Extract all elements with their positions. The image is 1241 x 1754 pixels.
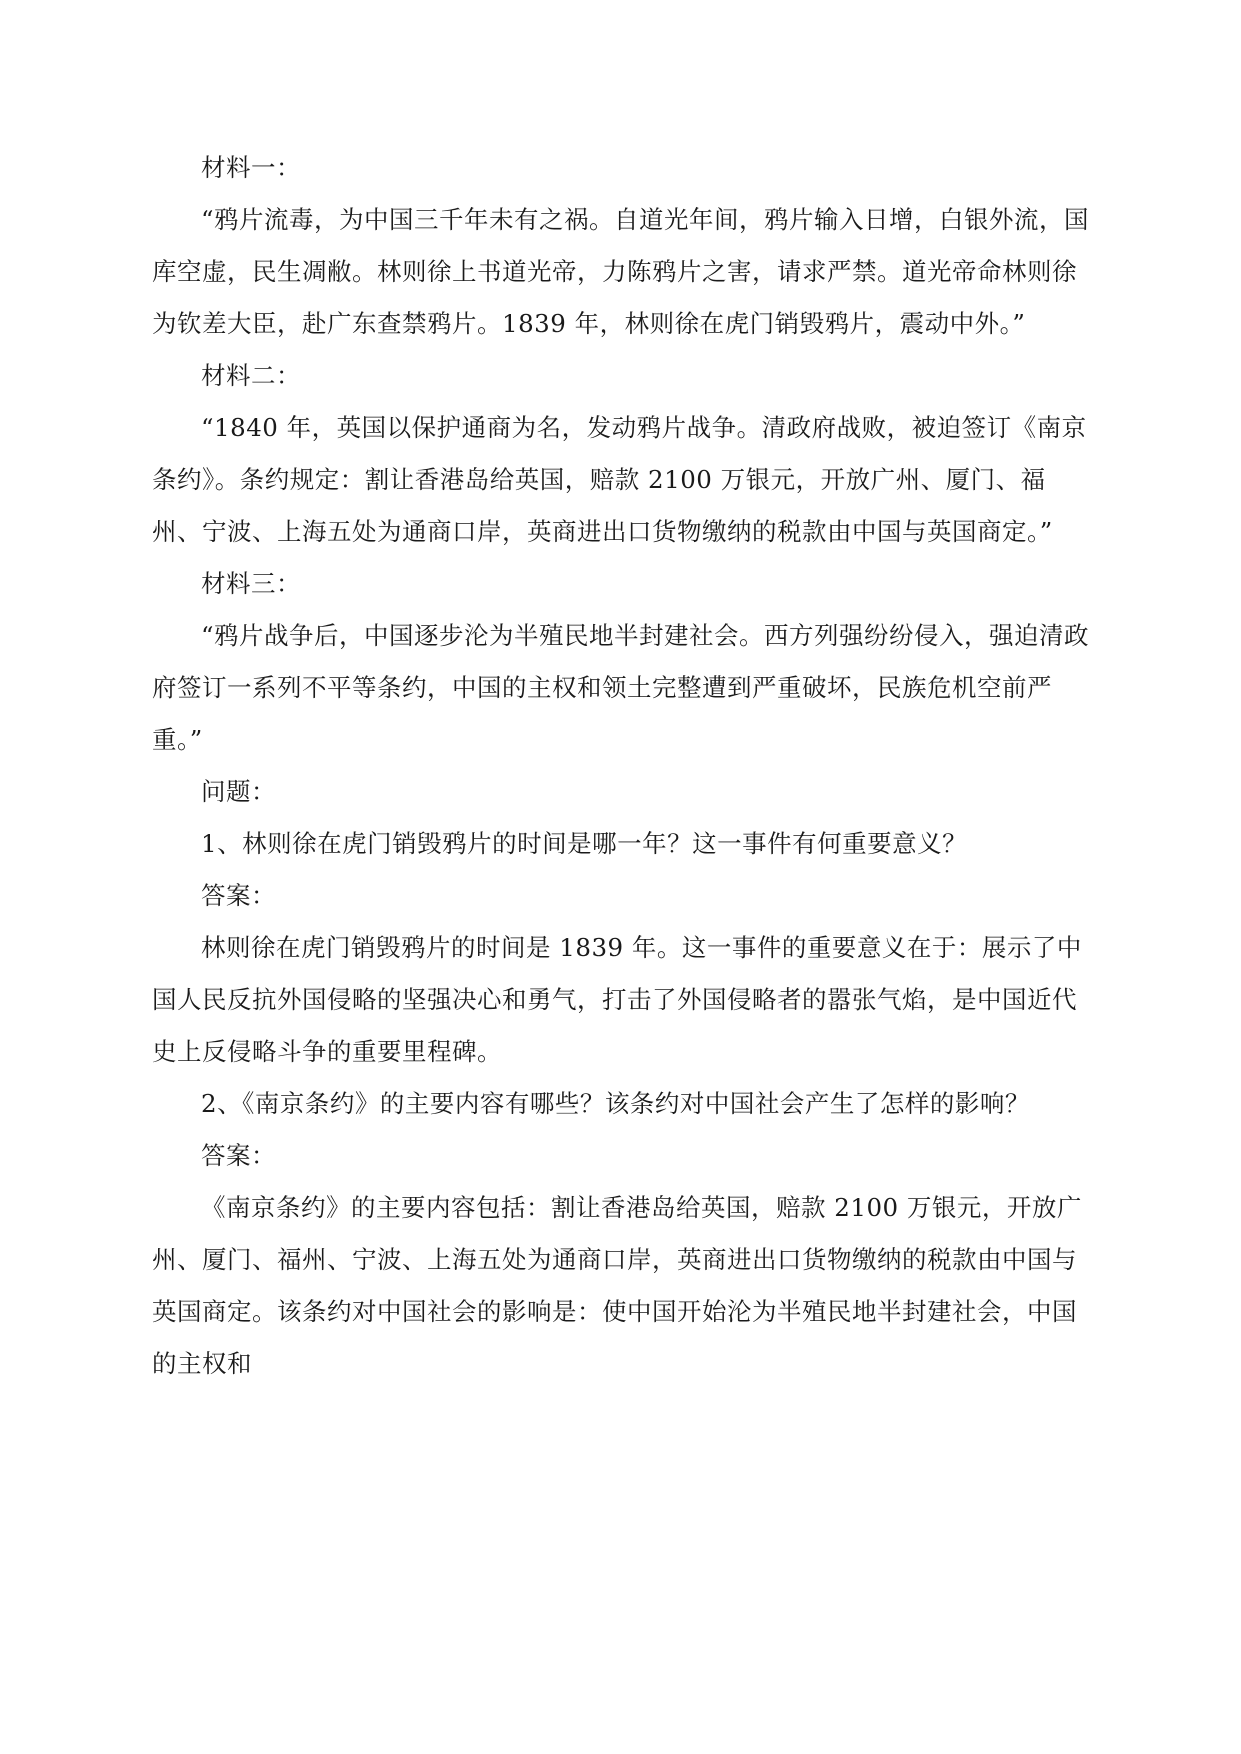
answer-1-text: 林则徐在虎门销毁鸦片的时间是 1839 年。这一事件的重要意义在于：展示了中国人民反抗外国侵略的坚强决心和勇气，打击了外国侵略者的嚣张气焰，是中国近代史上反侵略斗争的重要里程碑。	[152, 933, 1082, 1066]
question-2: 2、《南京条约》的主要内容有哪些？该条约对中国社会产生了怎样的影响？	[201, 1089, 1030, 1118]
material1-label: 材料一：	[201, 153, 301, 182]
material1-text: “鸦片流毒，为中国三千年未有之祸。自道光年间，鸦片输入日增，白银外流，国库空虚，民生凋敝。林则徐上书道光帝，力陈鸦片之害，请求严禁。道光帝命林则徐为钦差大臣，赴广东查禁鸦片。1839 年，林则徐在虎门销毁鸦片，震动中外。”	[152, 205, 1090, 338]
questions-label: 问题：	[201, 777, 276, 806]
answer-1-label: 答案：	[201, 881, 276, 910]
material3-label: 材料三：	[201, 569, 301, 598]
material2-label: 材料二：	[201, 361, 301, 390]
material3-text: “鸦片战争后，中国逐步沦为半殖民地半封建社会。西方列强纷纷侵入，强迫清政府签订一系列不平等条约，中国的主权和领土完整遭到严重破坏，民族危机空前严重。”	[152, 621, 1090, 754]
answer-2-text: 《南京条约》的主要内容包括：割让香港岛给英国，赔款 2100 万银元，开放广州、厦门、福州、宁波、上海五处为通商口岸，英商进出口货物缴纳的税款由中国与英国商定。该条约对中国社会的影响是：使中国开始沦为半殖民地半封建社会，中国的主权和	[152, 1193, 1082, 1378]
answer-2-label: 答案：	[201, 1141, 276, 1170]
question-1: 1、林则徐在虎门销毁鸦片的时间是哪一年？这一事件有何重要意义？	[201, 829, 968, 858]
document-body	[152, 142, 1092, 1390]
material2-text: “1840 年，英国以保护通商为名，发动鸦片战争。清政府战败，被迫签订《南京条约》。条约规定：割让香港岛给英国，赔款 2100 万银元，开放广州、厦门、福州、宁波、上海五处为通商口岸，英商进出口货物缴纳的税款由中国与英国商定。”	[152, 413, 1087, 546]
